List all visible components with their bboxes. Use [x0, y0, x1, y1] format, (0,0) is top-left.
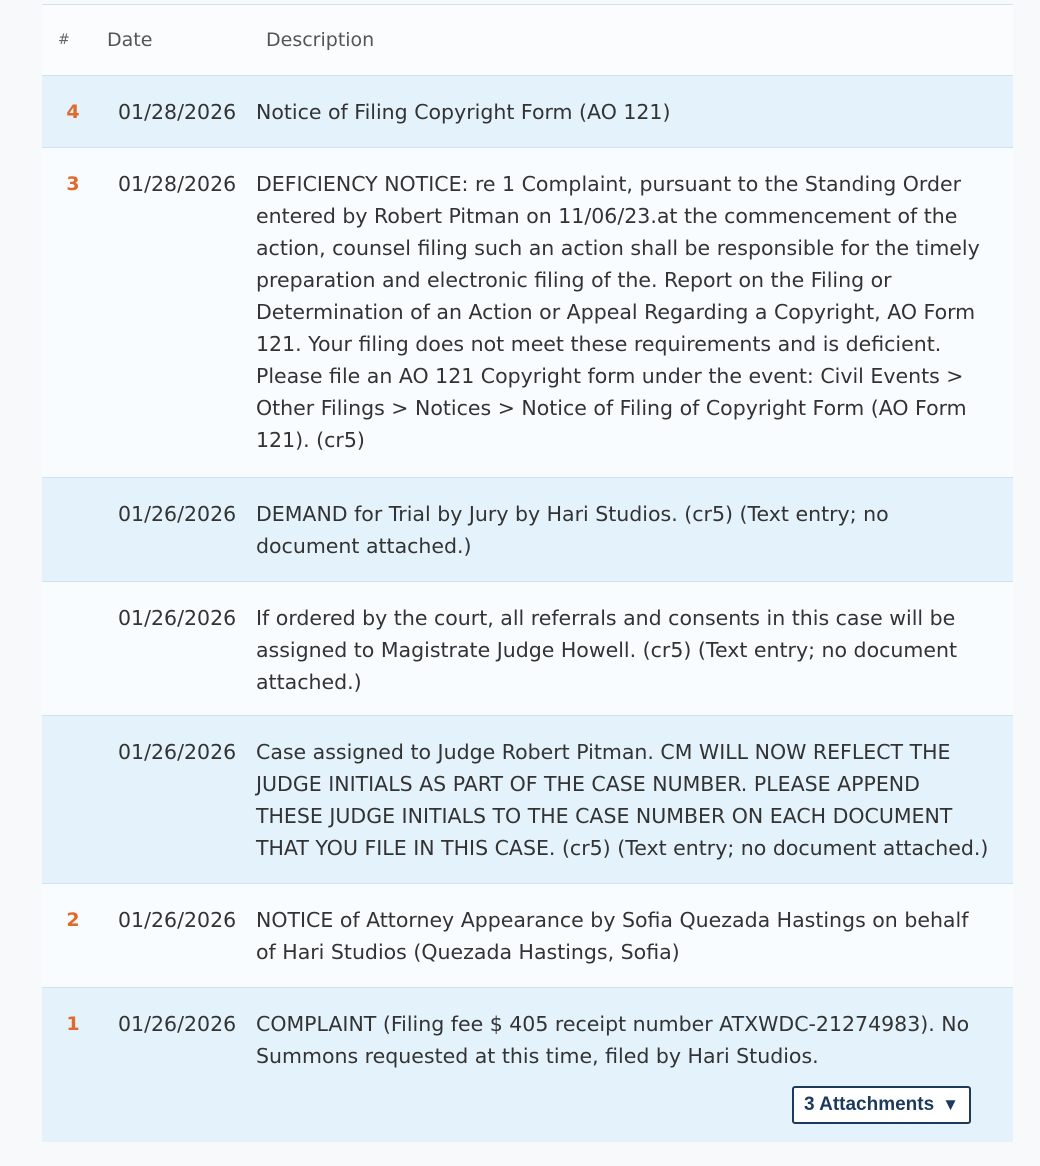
entry-date: 01/26/2026	[118, 740, 237, 764]
entry-number: 4	[66, 101, 80, 123]
docket-entry	[42, 478, 1013, 582]
caret-down-icon: ▼	[942, 1095, 959, 1114]
docket-entry	[42, 148, 1013, 478]
entry-description: COMPLAINT (Filing fee $ 405 receipt number ATXWDC-21274983). No Summons requested at this time, filed by Hari Studios.	[256, 1012, 970, 1068]
attachments-row	[256, 1072, 989, 1124]
header-number: #	[58, 32, 70, 48]
entry-date: 01/26/2026	[118, 502, 237, 526]
docket-entry	[42, 884, 1013, 988]
entry-description: DEMAND for Trial by Jury by Hari Studios. (cr5) (Text entry; no document attached.)	[256, 502, 889, 558]
entry-description: DEFICIENCY NOTICE: re 1 Complaint, pursuant to the Standing Order entered by Robert Pitman on 11/06/23.at the commencement of the action, counsel filing such an action shall be responsible for the timely preparation and electronic filing of the. Report on the Filing or Determination of an Action or Appeal Regarding a Copyright, AO Form 121. Your filing does not meet these requirements and is deficient. Please file an AO 121 Copyright form under the event: Civil Events > Other Filings > Notices > Notice of Filing of Copyright Form (AO Form 121). (cr5)	[256, 172, 980, 452]
entry-number: 2	[66, 909, 80, 931]
header-date: Date	[107, 29, 153, 51]
entry-date: 01/26/2026	[118, 908, 237, 932]
docket-entry	[42, 988, 1013, 1142]
entry-description-block	[256, 1008, 1013, 1124]
docket-entry	[42, 76, 1013, 148]
entry-date: 01/28/2026	[118, 100, 237, 124]
docket-table	[42, 4, 1013, 1142]
docket-entry	[42, 582, 1013, 716]
entry-description: Notice of Filing Copyright Form (AO 121)	[256, 100, 671, 124]
entry-number: 3	[66, 173, 80, 195]
entry-description: Case assigned to Judge Robert Pitman. CM WILL NOW REFLECT THE JUDGE INITIALS AS PART OF THE CASE NUMBER. PLEASE APPEND THESE JUDGE INITIALS TO THE CASE NUMBER ON EACH DOCUMENT THAT YOU FILE IN THIS CASE. (cr5) (Text entry; no document attached.)	[256, 740, 989, 860]
docket-entry	[42, 716, 1013, 884]
docket-header	[42, 5, 1013, 76]
entry-number: 1	[66, 1013, 80, 1035]
entry-description: If ordered by the court, all referrals and consents in this case will be assigned to Magistrate Judge Howell. (cr5) (Text entry; no document attached.)	[256, 606, 957, 694]
attachments-label: 3 Attachments	[803, 1094, 935, 1115]
header-description: Description	[266, 29, 375, 51]
entry-date: 01/26/2026	[118, 606, 237, 630]
entry-date: 01/28/2026	[118, 172, 237, 196]
attachments-button[interactable]	[792, 1086, 971, 1124]
entry-description: NOTICE of Attorney Appearance by Sofia Quezada Hastings on behalf of Hari Studios (Quezada Hastings, Sofia)	[256, 908, 969, 964]
entry-date: 01/26/2026	[118, 1012, 237, 1036]
